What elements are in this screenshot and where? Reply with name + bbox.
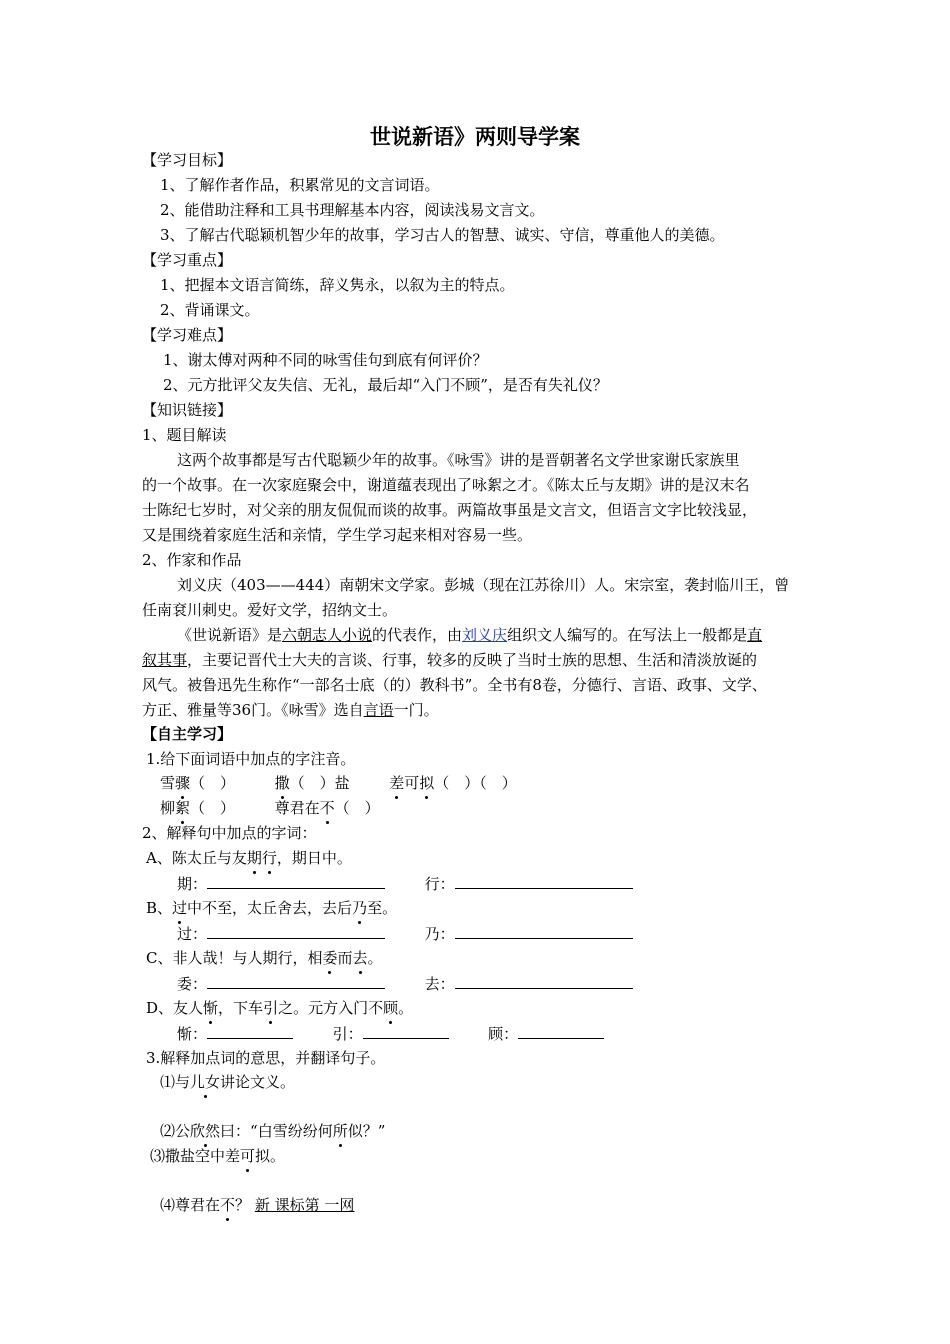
link-header: 【知识链接】 <box>142 401 233 419</box>
answer-label: 惭： <box>177 1025 208 1043</box>
dotted-char: 不 <box>319 799 335 817</box>
text-span: 。 <box>270 1147 286 1165</box>
pinyin-row <box>160 797 380 819</box>
text-span: 一门。 <box>393 701 439 719</box>
answer-label: 去： <box>424 975 455 993</box>
text-span: ，下车 <box>218 999 264 1017</box>
text-span: 讲论文义。 <box>220 1073 296 1091</box>
text-span: 方正、雅量等36门。《咏雪》选自 <box>142 701 364 719</box>
text-span: 之。元方入门不 <box>278 999 384 1017</box>
dotted-char: 期 <box>246 849 262 867</box>
underlined-term: 六朝志人小说 <box>282 626 373 644</box>
text-span: ？” <box>362 1122 386 1140</box>
focus-item: 1、把握本文语言简练，辞义隽永，以叙为主的特点。 <box>160 276 515 294</box>
text-span: A、陈太丘与友 <box>146 849 247 867</box>
goals-header: 【学习目标】 <box>142 151 233 169</box>
answer-blank[interactable] <box>207 972 385 989</box>
dotted-char: 不 <box>220 1196 236 1214</box>
text-span: 《世说新语》是 <box>177 626 283 644</box>
answer-row <box>177 872 633 895</box>
underlined-term: 直 <box>747 626 763 644</box>
text-span: D、友人 <box>146 999 204 1017</box>
answer-blank[interactable] <box>455 872 633 889</box>
dotted-term: 欣然 <box>190 1122 221 1140</box>
text-span: 盐 <box>334 774 350 792</box>
answer-row <box>177 972 633 995</box>
topic-header: 1、题目解读 <box>142 426 227 444</box>
question-3: 3.解释加点词的意思，并翻译句子。 <box>146 1049 386 1067</box>
answer-label: 过： <box>177 925 208 943</box>
difficult-item: 2、元方批评父友失信、无礼，最后却“入门不顾”，是否有失礼仪？ <box>163 376 608 394</box>
text-span: 。 <box>367 949 383 967</box>
text-span: ⑴与 <box>160 1073 191 1091</box>
goal-item: 2、能借助注释和工具书理解基本内容，阅读浅易文言文。 <box>160 201 545 219</box>
answer-label: 行： <box>424 875 455 893</box>
answer-label: 引： <box>332 1025 363 1043</box>
difficult-item: 1、谢太傅对两种不同的咏雪佳句到底有何评价？ <box>163 351 488 369</box>
text-span: ，主要记晋代士大夫的言谈、行事，较多的反映了当时士族的思想、生活和清淡放诞的 <box>187 651 758 669</box>
dotted-char: 撒 <box>274 774 290 792</box>
answer-paren: （ ） <box>334 799 380 817</box>
answer-blank[interactable] <box>207 1022 293 1039</box>
goal-item: 1、了解作者作品，积累常见的文言词语。 <box>160 176 440 194</box>
sentence-d <box>146 997 413 1019</box>
dotted-char: 惭 <box>203 999 219 1017</box>
text-span: 中不至，太丘舍去，去后 <box>187 899 353 917</box>
focus-item: 2、背诵课文。 <box>160 301 260 319</box>
q3-item-1 <box>160 1071 295 1093</box>
topic-line: 又是围绕着家庭生活和亲情，学生学习起来相对容易一些。 <box>142 526 533 544</box>
dotted-char: 差 <box>389 774 405 792</box>
goal-item: 3、了解古代聪颖机智少年的故事，学习古人的智慧、诚实、守信，尊重他人的美德。 <box>160 226 725 244</box>
answer-paren: （ ） <box>289 774 335 792</box>
answer-paren: （ ） <box>190 774 236 792</box>
dotted-char: 骤 <box>175 774 191 792</box>
page-title: 世说新语》两则导学案 <box>370 125 580 149</box>
answer-blank[interactable] <box>363 1022 449 1039</box>
author-header: 2、作家和作品 <box>142 551 242 569</box>
difficult-header: 【学习难点】 <box>142 326 233 344</box>
dotted-term: 何所似 <box>317 1122 363 1140</box>
text-span: 柳 <box>160 799 176 817</box>
book-line <box>142 649 757 671</box>
q3-item-2 <box>160 1120 385 1142</box>
answer-label: 委： <box>177 975 208 993</box>
dotted-char: 引 <box>263 999 279 1017</box>
topic-line: 士陈纪七岁时，对父亲的朋友侃侃而谈的故事。两篇故事虽是文言文，但语言文字比较浅显， <box>142 501 758 519</box>
dotted-char: 乃 <box>352 899 368 917</box>
text-span: ⑶撒盐空中 <box>150 1147 226 1165</box>
focus-header: 【学习重点】 <box>142 251 233 269</box>
text-span: B、 <box>146 899 173 917</box>
answer-blank[interactable] <box>455 922 633 939</box>
book-line: 风气。被鲁迅先生称作“一部名士底（的）教科书”。全书有8卷，分德行、言语、政事、文学、 <box>142 676 767 694</box>
dotted-char: 絮 <box>175 799 191 817</box>
question-1: 1.给下面词语中加点的字注音。 <box>146 750 356 768</box>
author-link[interactable]: 刘义庆 <box>462 626 508 644</box>
text-span: 尊君在 <box>274 799 320 817</box>
dotted-char: 拟 <box>419 774 435 792</box>
underlined-term: 言语 <box>363 701 394 719</box>
author-line: 任南袞川刺史。爱好文学，招纳文士。 <box>142 601 398 619</box>
question-2: 2、解释句中加点的字词： <box>142 824 317 842</box>
answer-label: 乃： <box>424 925 455 943</box>
dotted-char: 去 <box>352 949 368 967</box>
text-span: 可 <box>404 774 420 792</box>
text-span: ，期日中。 <box>276 849 352 867</box>
book-line <box>142 699 439 721</box>
text-span: ⑷尊君在 <box>160 1196 221 1214</box>
topic-line: 的一个故事。在一次家庭聚会中，谢道蕴表现出了咏絮之才。《陈太丘与友期》讲的是汉末名 <box>142 476 750 494</box>
dotted-term: 儿女 <box>190 1073 221 1091</box>
author-line: 刘义庆（403——444）南朝宋文学家。彭城（现在江苏徐川）人。宋宗室，袭封临川王，曾 <box>177 576 790 594</box>
dotted-char: 顾 <box>383 999 399 1017</box>
dotted-char: 行 <box>261 849 277 867</box>
answer-paren: （ ）（ ） <box>434 774 517 792</box>
dotted-char: 委 <box>322 949 338 967</box>
sentence-c <box>146 947 383 969</box>
answer-label: 期： <box>177 875 208 893</box>
text-span: 。 <box>398 999 414 1017</box>
q3-item-4 <box>160 1194 354 1216</box>
text-span: ⑵公 <box>160 1122 191 1140</box>
text-span: 组织文人编写的。在写法上一般都是 <box>507 626 748 644</box>
watermark-text: 新 课标第 一网 <box>254 1196 355 1214</box>
answer-row <box>177 922 633 945</box>
topic-line: 这两个故事都是写古代聪颖少年的故事。《咏雪》讲的是晋朝著名文学世家谢氏家族里 <box>177 451 740 469</box>
answer-label: 顾： <box>488 1025 519 1043</box>
self-study-header: 【自主学习】 <box>142 725 233 743</box>
text-span: C、非人哉！与人期行，相 <box>146 949 323 967</box>
dotted-term: 差可拟 <box>225 1147 271 1165</box>
answer-blank[interactable] <box>518 1022 604 1039</box>
text-span: 曰：“白雪纷纷 <box>220 1122 318 1140</box>
q3-item-3 <box>150 1145 285 1167</box>
sentence-a <box>146 847 352 869</box>
book-line <box>177 624 762 646</box>
answer-paren: （ ） <box>190 799 236 817</box>
text-span: 的代表作，由 <box>372 626 463 644</box>
text-span: 至。 <box>367 899 398 917</box>
dotted-char: 过 <box>172 899 188 917</box>
sentence-b <box>146 897 397 919</box>
answer-row <box>177 1022 604 1045</box>
underlined-term: 叙其事 <box>142 651 188 669</box>
answer-blank[interactable] <box>207 922 385 939</box>
pinyin-row <box>160 772 517 794</box>
text-span: ？ <box>235 1196 251 1214</box>
answer-blank[interactable] <box>455 972 633 989</box>
text-span: 雪 <box>160 774 176 792</box>
text-span: 而 <box>337 949 353 967</box>
answer-blank[interactable] <box>207 872 385 889</box>
